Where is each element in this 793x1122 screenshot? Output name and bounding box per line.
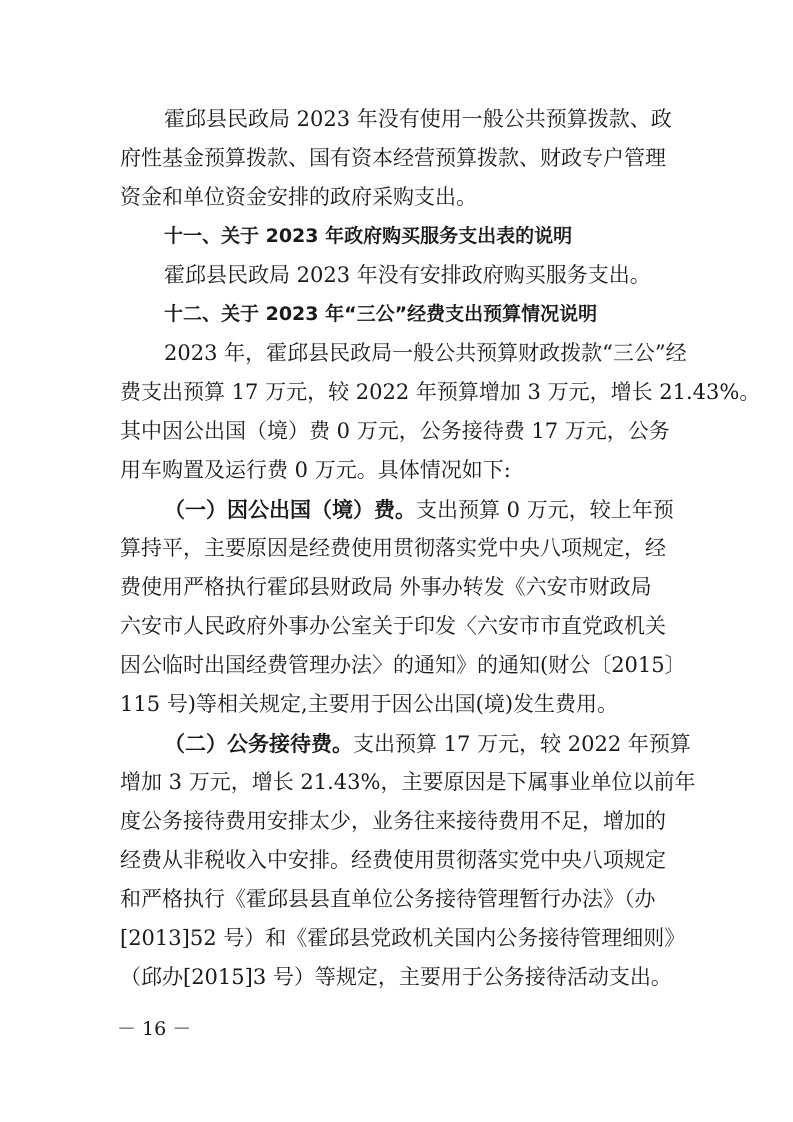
paragraph-line: 经费从非税收入中安排。经费使用贯彻落实党中央八项规定 — [120, 848, 666, 872]
paragraph-line: 费使用严格执行霍邱县财政局 外事办转发《六安市财政局 — [120, 575, 652, 599]
paragraph-line: 115 号)等相关规定,主要用于因公出国(境)发生费用。 — [120, 692, 619, 716]
paragraph-line: 2023 年，霍邱县民政局一般公共预算财政拨款“三公”经 — [164, 341, 687, 365]
paragraph-line: 算持平，主要原因是经费使用贯彻落实党中央八项规定，经 — [120, 536, 666, 560]
paragraph-line: 霍邱县民政局 2023 年没有安排政府购买服务支出。 — [164, 263, 651, 287]
paragraph-text: 支出预算 0 万元，较上年预 — [416, 498, 674, 522]
paragraph-line: 六安市人民政府外事办公室关于印发〈六安市市直党政机关 — [120, 614, 666, 638]
subsection-lead-2: （二）公务接待费。 — [164, 731, 353, 756]
page-number: － 16 － — [117, 1018, 192, 1040]
paragraph-line: （邱办[2015]3 号）等规定，主要用于公务接待活动支出。 — [120, 965, 672, 989]
section-heading-11: 十一、关于 2023 年政府购买服务支出表的说明 — [164, 225, 573, 247]
paragraph-line: [2013]52 号）和《霍邱县党政机关国内公务接待管理细则》 — [120, 926, 686, 950]
paragraph-line: 度公务接待费用安排太少，业务往来接待费用不足，增加的 — [120, 809, 666, 833]
paragraph-line: 费支出预算 17 万元，较 2022 年预算增加 3 万元，增长 21.43%。 — [120, 380, 761, 404]
paragraph-line: 因公临时出国经费管理办法〉的通知》的通知(财公〔2015〕 — [120, 653, 686, 677]
paragraph-line: 府性基金预算拨款、国有资本经营预算拨款、财政专户管理 — [120, 146, 666, 170]
paragraph-line: 增加 3 万元，增长 21.43%，主要原因是下属事业单位以前年 — [120, 770, 696, 794]
document-body — [120, 100, 761, 997]
subsection-lead-1: （一）因公出国（境）费。 — [164, 497, 416, 522]
paragraph-line: 用车购置及运行费 0 万元。具体情况如下: — [120, 458, 511, 482]
section-heading-12: 十二、关于 2023 年“三公”经费支出预算情况说明 — [164, 303, 598, 325]
paragraph-text: 支出预算 17 万元，较 2022 年预算 — [353, 732, 691, 756]
paragraph-line: 资金和单位资金安排的政府采购支出。 — [120, 185, 477, 209]
paragraph-line: 和严格执行《霍邱县县直单位公务接待管理暂行办法》（办 — [120, 887, 656, 911]
paragraph-line — [120, 724, 691, 763]
paragraph-line: 其中因公出国（境）费 0 万元，公务接待费 17 万元，公务 — [120, 419, 670, 443]
paragraph-line — [120, 490, 680, 529]
paragraph-line: 霍邱县民政局 2023 年没有使用一般公共预算拨款、政 — [164, 107, 672, 131]
